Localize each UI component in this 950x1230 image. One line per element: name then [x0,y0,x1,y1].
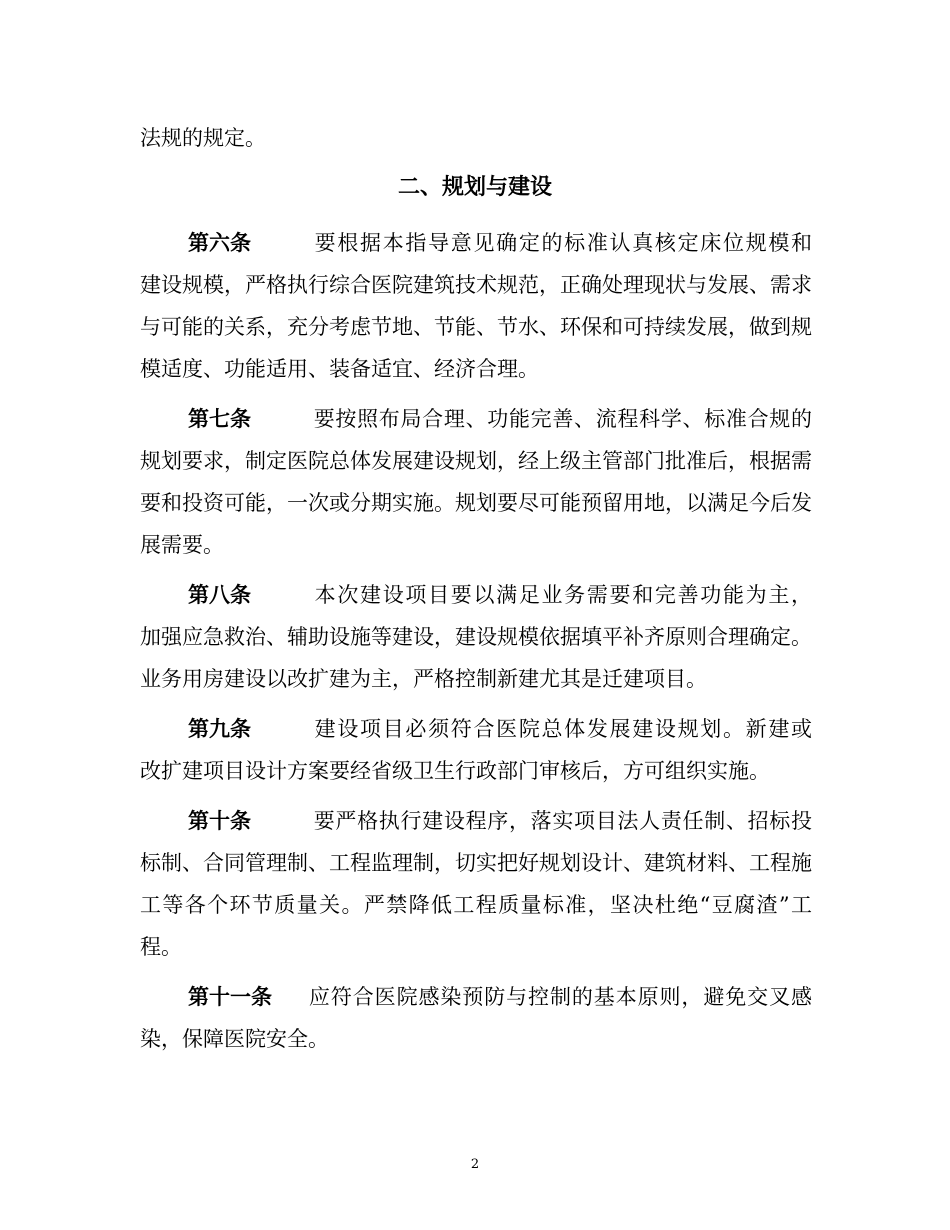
article-label: 第八条 [188,583,251,607]
article-text: 应符合医院感染预防与控制的基本原则，避免交叉感 [308,985,812,1009]
article-line: 建设规模，严格执行综合医院建筑技术规范，正确处理现状与发展、需求 [140,273,812,297]
article-text: 要根据本指导意见确定的标准认真核定床位规模和 [313,231,812,255]
article-label: 第九条 [188,717,251,741]
article-text: 本次建设项目要以满足业务需要和完善功能为主， [313,583,812,607]
intro-line: 法规的规定。 [140,126,266,150]
article-line: 要和投资可能，一次或分期实施。规划要尽可能预留用地，以满足今后发 [140,491,812,515]
section-heading: 二、规划与建设 [397,175,552,200]
article-text: 建设项目必须符合医院总体发展建设规划。新建或 [313,717,812,741]
article-6-first-line [188,228,812,258]
page-number: 2 [470,1157,480,1172]
article-line: 业务用房建设以改扩建为主，严格控制新建尤其是迁建项目。 [140,667,707,691]
article-line: 染，保障医院安全。 [140,1027,329,1051]
article-line: 展需要。 [140,533,224,557]
article-line: 规划要求，制定医院总体发展建设规划，经上级主管部门批准后，根据需 [140,449,812,473]
article-line: 标制、合同管理制、工程监理制，切实把好规划设计、建筑材料、工程施 [140,851,812,875]
article-line: 改扩建项目设计方案要经省级卫生行政部门审核后，方可组织实施。 [140,759,770,783]
article-11-first-line [188,982,812,1012]
article-label: 第六条 [188,231,251,255]
article-8-first-line [188,580,812,610]
article-line: 模适度、功能适用、装备适宜、经济合理。 [140,357,539,381]
article-line: 加强应急救治、辅助设施等建设，建设规模依据填平补齐原则合理确定。 [140,625,812,649]
article-line: 工等各个环节质量关。严禁降低工程质量标准，坚决杜绝“豆腐渣”工 [140,893,812,917]
article-line: 与可能的关系，充分考虑节地、节能、节水、环保和可持续发展，做到规 [140,315,812,339]
article-text: 要按照布局合理、功能完善、流程科学、标准合规的 [313,407,812,431]
article-label: 第十条 [188,809,251,833]
article-label: 第七条 [188,407,251,431]
article-7-first-line [188,404,812,434]
article-label: 第十一条 [188,985,272,1009]
article-10-first-line [188,806,812,836]
article-line: 程。 [140,935,182,959]
article-9-first-line [188,714,812,744]
article-text: 要严格执行建设程序，落实项目法人责任制、招标投 [313,809,812,833]
